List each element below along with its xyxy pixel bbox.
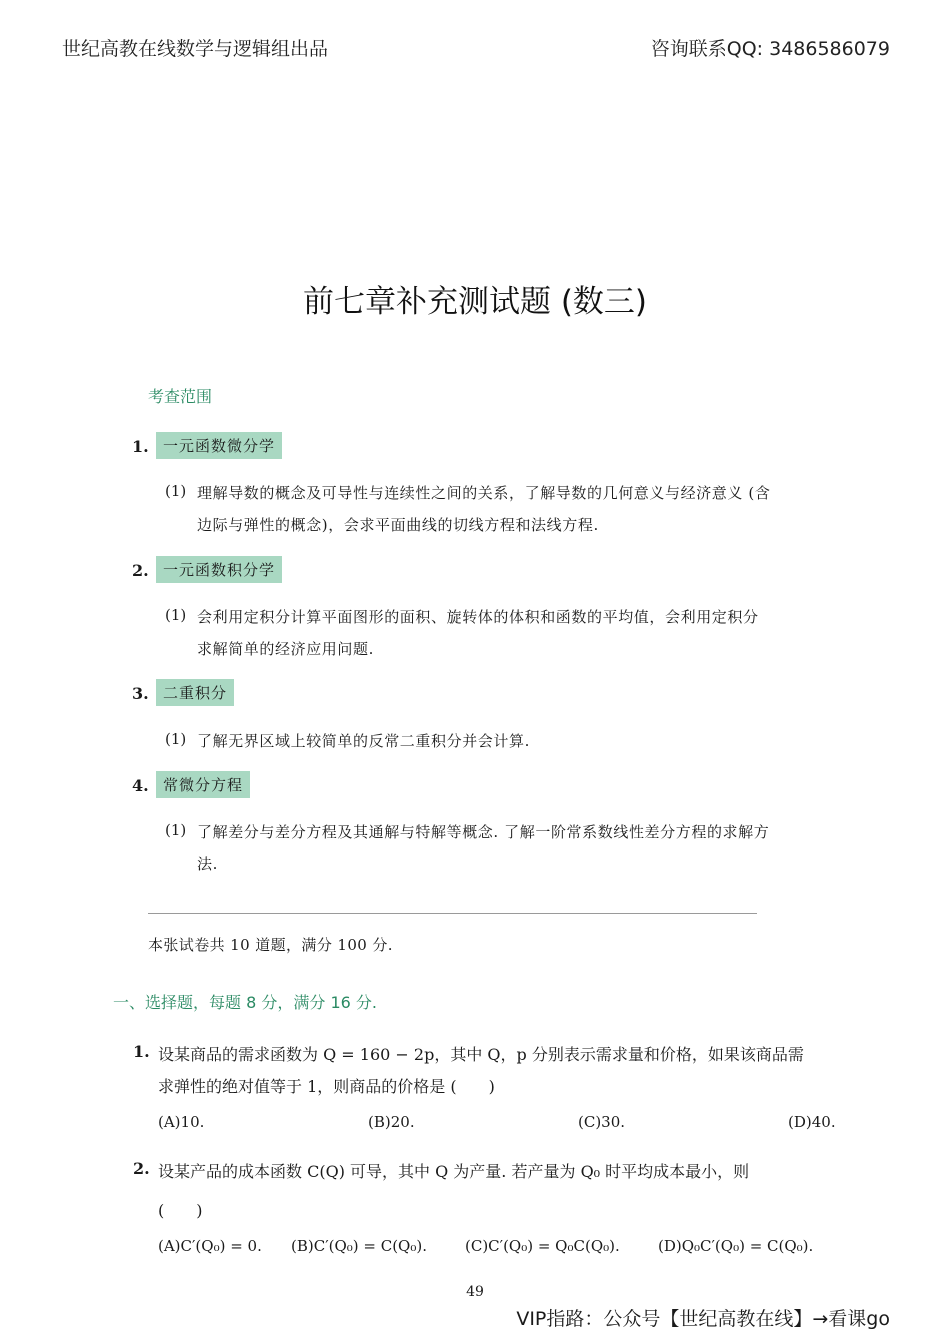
- question-1-line-2: 求弹性的绝对值等于 1，则商品的价格是 ( ): [158, 1077, 495, 1096]
- topic-3-tag: 二重积分: [156, 679, 234, 706]
- topic-4-sub-number: (1): [165, 821, 187, 839]
- page-title: 前七章补充测试题 (数三): [302, 284, 648, 320]
- exam-intro: 本张试卷共 10 道题，满分 100 分.: [148, 936, 393, 954]
- question-2-line-2: ( ): [158, 1201, 203, 1220]
- topic-2-tag: 一元函数积分学: [156, 556, 282, 583]
- question-1-line-1: 设某商品的需求函数为 Q = 160 − 2p，其中 Q，p 分别表示需求量和价格，如果该商品需: [158, 1045, 804, 1064]
- topic-1-tag: 一元函数微分学: [156, 432, 282, 459]
- scope-label: 考查范围: [148, 387, 213, 406]
- question-1-option-c: (C)30.: [578, 1113, 626, 1131]
- question-2-option-c: (C)C′(Q₀) = Q₀C(Q₀).: [465, 1237, 620, 1255]
- topic-2-sub-number: (1): [165, 606, 187, 624]
- topic-2-number: 2.: [132, 561, 149, 580]
- question-2-option-a: (A)C′(Q₀) = 0.: [158, 1237, 262, 1255]
- question-1-option-b: (B)20.: [368, 1113, 415, 1131]
- question-1-option-a: (A)10.: [158, 1113, 205, 1131]
- divider: [148, 913, 757, 914]
- topic-4-tag: 常微分方程: [156, 771, 250, 798]
- question-1-number: 1.: [133, 1042, 150, 1061]
- question-2-option-d: (D)Q₀C′(Q₀) = C(Q₀).: [658, 1237, 814, 1255]
- topic-1-line-2: 边际与弹性的概念)，会求平面曲线的切线方程和法线方程.: [197, 516, 599, 534]
- topic-2-line-2: 求解简单的经济应用问题.: [197, 640, 374, 658]
- question-2-number: 2.: [133, 1159, 150, 1178]
- topic-3-line-1: 了解无界区域上较简单的反常二重积分并会计算.: [197, 732, 530, 750]
- page-number: 49: [466, 1284, 484, 1300]
- topic-1-line-1: 理解导数的概念及可导性与连续性之间的关系，了解导数的几何意义与经济意义 (含: [197, 484, 771, 502]
- topic-1-number: 1.: [132, 437, 149, 456]
- section-title: 一、选择题，每题 8 分，满分 16 分.: [113, 993, 377, 1012]
- topic-1-sub-number: (1): [165, 482, 187, 500]
- topic-2-line-1: 会利用定积分计算平面图形的面积、旋转体的体积和函数的平均值，会利用定积分: [197, 608, 759, 626]
- question-2-line-1: 设某产品的成本函数 C(Q) 可导，其中 Q 为产量. 若产量为 Q₀ 时平均成本最小，则: [158, 1162, 750, 1181]
- footer-note: VIP指路：公众号【世纪高教在线】→看课go: [516, 1308, 890, 1330]
- question-1-option-d: (D)40.: [788, 1113, 836, 1131]
- topic-4-line-1: 了解差分与差分方程及其通解与特解等概念. 了解一阶常系数线性差分方程的求解方: [197, 823, 770, 841]
- header-right: 咨询联系QQ: 3486586079: [650, 38, 890, 60]
- topic-4-line-2: 法.: [197, 855, 218, 873]
- topic-4-number: 4.: [132, 776, 149, 795]
- topic-3-sub-number: (1): [165, 730, 187, 748]
- question-2-option-b: (B)C′(Q₀) = C(Q₀).: [291, 1237, 427, 1255]
- topic-3-number: 3.: [132, 684, 149, 703]
- header-left: 世纪高教在线数学与逻辑组出品: [62, 38, 329, 60]
